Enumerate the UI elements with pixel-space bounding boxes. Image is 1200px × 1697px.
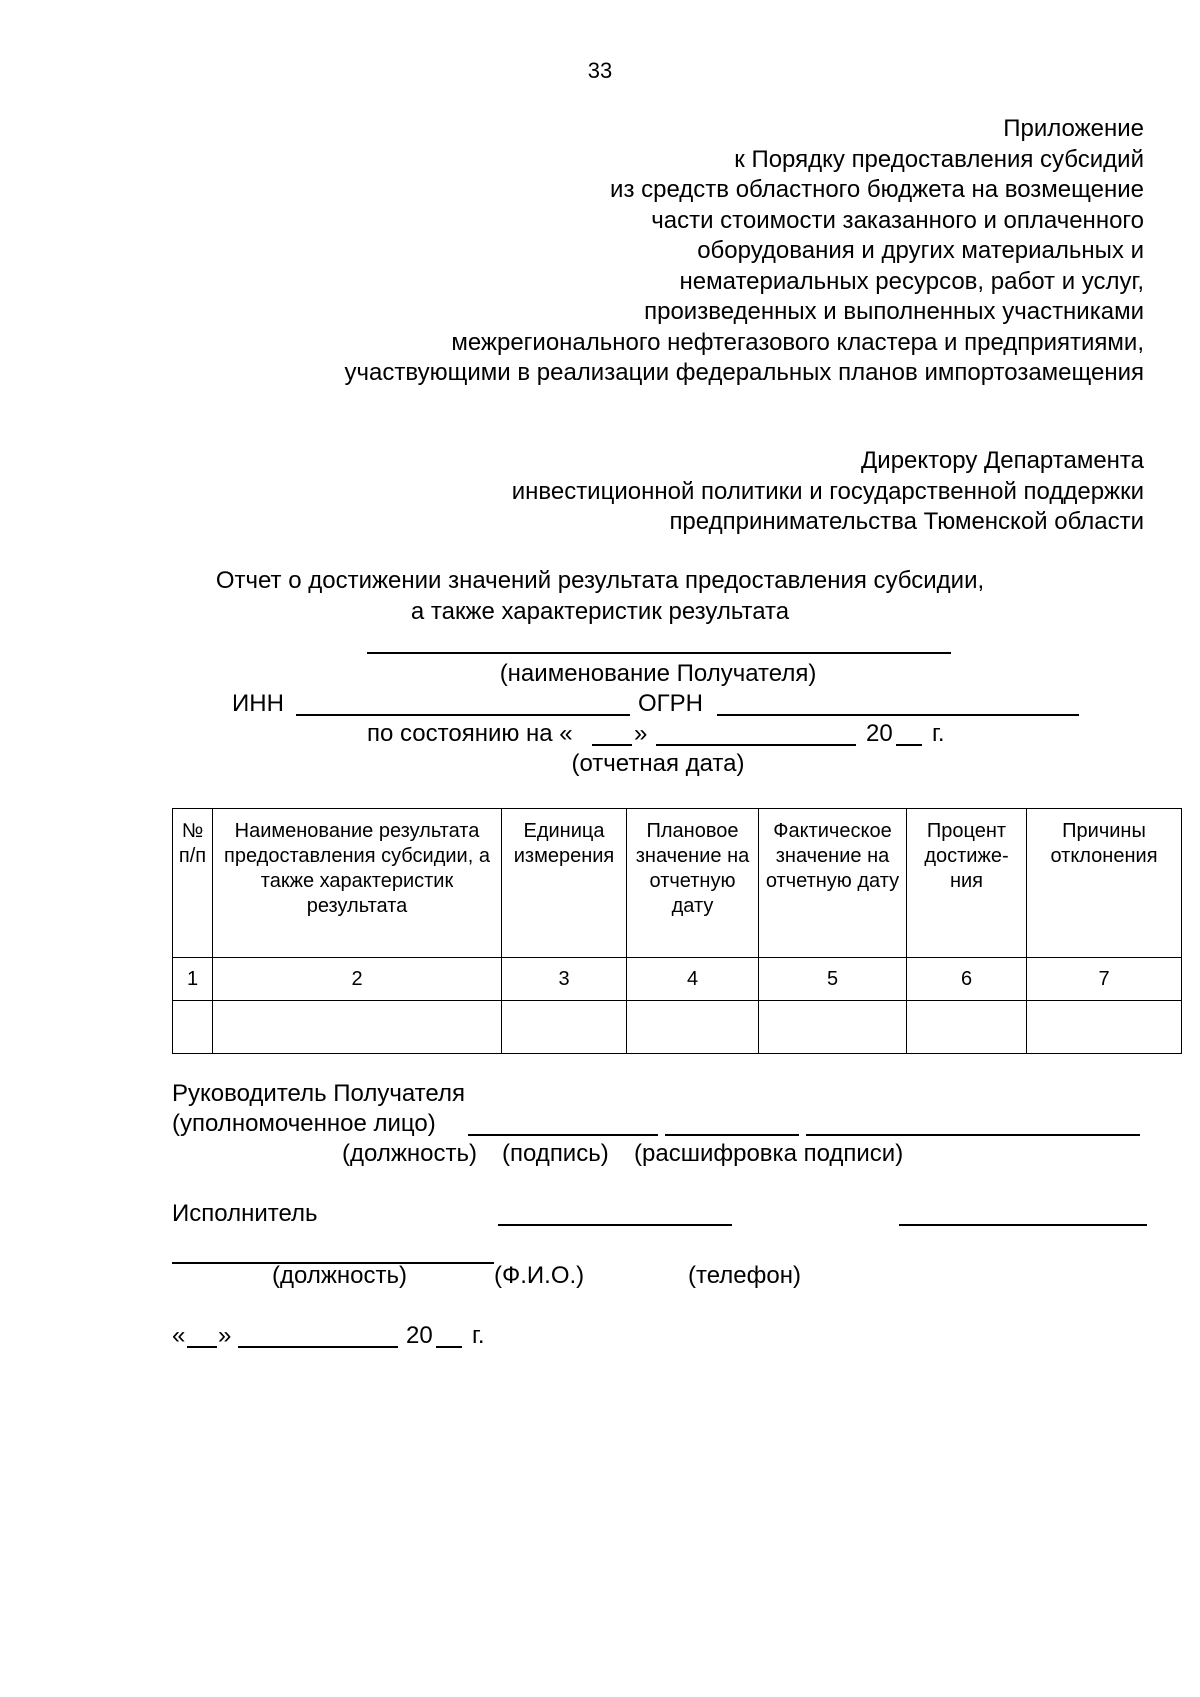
report-date-caption: (отчетная дата) xyxy=(571,750,745,777)
header-cell: Процент достиже-ния xyxy=(907,809,1027,958)
date-day-field[interactable] xyxy=(187,1346,217,1348)
addressee-line: Директору Департамента xyxy=(861,447,1144,474)
date-year-suffix: г. xyxy=(472,1322,485,1349)
table-cell[interactable] xyxy=(1027,1001,1182,1054)
header-cell: № п/п xyxy=(173,809,213,958)
executor-phone-caption: (телефон) xyxy=(688,1262,801,1289)
appendix-line: произведенных и выполненных участниками xyxy=(644,298,1144,325)
as-of-day-field[interactable] xyxy=(592,744,632,746)
header-cell: Причины отклонения xyxy=(1027,809,1182,958)
decoding-caption: (расшифровка подписи) xyxy=(634,1140,904,1167)
appendix-line: участвующими в реализации федеральных планов импортозамещения xyxy=(344,359,1144,386)
page-number: 33 xyxy=(587,58,613,83)
appendix-line: из средств областного бюджета на возмещение xyxy=(610,176,1144,203)
header-cell: Наименование результата предоставления субсидии, а также характеристик результата xyxy=(213,809,502,958)
table-cell[interactable] xyxy=(627,1001,759,1054)
executor-fio-field[interactable] xyxy=(498,1224,732,1226)
table-header-row xyxy=(173,809,1182,958)
addressee-line: инвестиционной политики и государственной поддержки xyxy=(511,477,1144,505)
signature-caption: (подпись) xyxy=(502,1140,609,1167)
appendix-line: оборудования и других материальных и xyxy=(697,237,1144,264)
as-of-label: по состоянию на « xyxy=(367,720,573,747)
as-of-month-field[interactable] xyxy=(656,744,856,746)
date-year-field[interactable] xyxy=(436,1346,462,1348)
appendix-line: части стоимости заказанного и оплаченного xyxy=(651,206,1144,234)
column-number-cell: 1 xyxy=(173,958,213,1001)
appendix-line: межрегионального нефтегазового кластера и предприятиями, xyxy=(451,328,1144,356)
column-number-cell: 7 xyxy=(1027,958,1182,1001)
table-row xyxy=(173,1001,1182,1054)
head-label: Руководитель Получателя xyxy=(172,1080,465,1107)
executor-position-caption: (должность) xyxy=(272,1262,407,1289)
head-decoding-field[interactable] xyxy=(806,1134,1140,1136)
appendix-header xyxy=(345,114,1144,389)
inn-label: ИНН xyxy=(232,690,284,717)
ogrn-label: ОГРН xyxy=(638,690,704,717)
date-year-prefix: 20 xyxy=(406,1322,433,1349)
column-number-cell: 2 xyxy=(213,958,502,1001)
inn-field[interactable] xyxy=(296,714,630,716)
column-number-cell: 3 xyxy=(502,958,627,1001)
report-table xyxy=(172,808,1182,1054)
title-line: а также характеристик результата xyxy=(410,597,790,625)
table-cell[interactable] xyxy=(173,1001,213,1054)
table-cell[interactable] xyxy=(759,1001,907,1054)
column-number-cell: 4 xyxy=(627,958,759,1001)
as-of-year-suffix: г. xyxy=(932,720,945,747)
table-number-row xyxy=(173,958,1182,1001)
date-open-quote: « xyxy=(172,1322,186,1349)
addressee-line: предпринимательства Тюменской области xyxy=(669,508,1144,535)
date-month-field[interactable] xyxy=(238,1346,398,1348)
addressee-block xyxy=(512,446,1144,538)
head-signature-field[interactable] xyxy=(665,1134,799,1136)
table-cell[interactable] xyxy=(213,1001,502,1054)
table-cell[interactable] xyxy=(907,1001,1027,1054)
date-close-quote: » xyxy=(218,1322,232,1349)
executor-label: Исполнитель xyxy=(172,1200,318,1227)
header-cell: Фактическое значение на отчетную дату xyxy=(759,809,907,958)
executor-phone-field[interactable] xyxy=(899,1224,1147,1226)
title-line: Отчет о достижении значений результата предоставления субсидии, xyxy=(215,567,985,594)
column-number-cell: 6 xyxy=(907,958,1027,1001)
header-cell: Плановое значение на отчетную дату xyxy=(627,809,759,958)
report-title xyxy=(0,566,1200,627)
as-of-year-prefix: 20 xyxy=(866,720,893,747)
executor-fio-caption: (Ф.И.О.) xyxy=(494,1262,585,1289)
recipient-name-line[interactable] xyxy=(367,652,951,654)
header-cell: Единица измерения xyxy=(502,809,627,958)
position-caption: (должность) xyxy=(342,1140,477,1167)
as-of-year-field[interactable] xyxy=(896,744,922,746)
appendix-line: Приложение xyxy=(1003,115,1144,142)
as-of-quote-close: » xyxy=(634,720,648,747)
appendix-line: к Порядку предоставления субсидий xyxy=(734,145,1144,173)
ogrn-field[interactable] xyxy=(717,714,1079,716)
head-position-field[interactable] xyxy=(468,1134,658,1136)
recipient-caption: (наименование Получателя) xyxy=(499,660,817,687)
appendix-line: нематериальных ресурсов, работ и услуг, xyxy=(679,267,1144,295)
table-cell[interactable] xyxy=(502,1001,627,1054)
column-number-cell: 5 xyxy=(759,958,907,1001)
authorized-label: (уполномоченное лицо) xyxy=(172,1110,436,1137)
